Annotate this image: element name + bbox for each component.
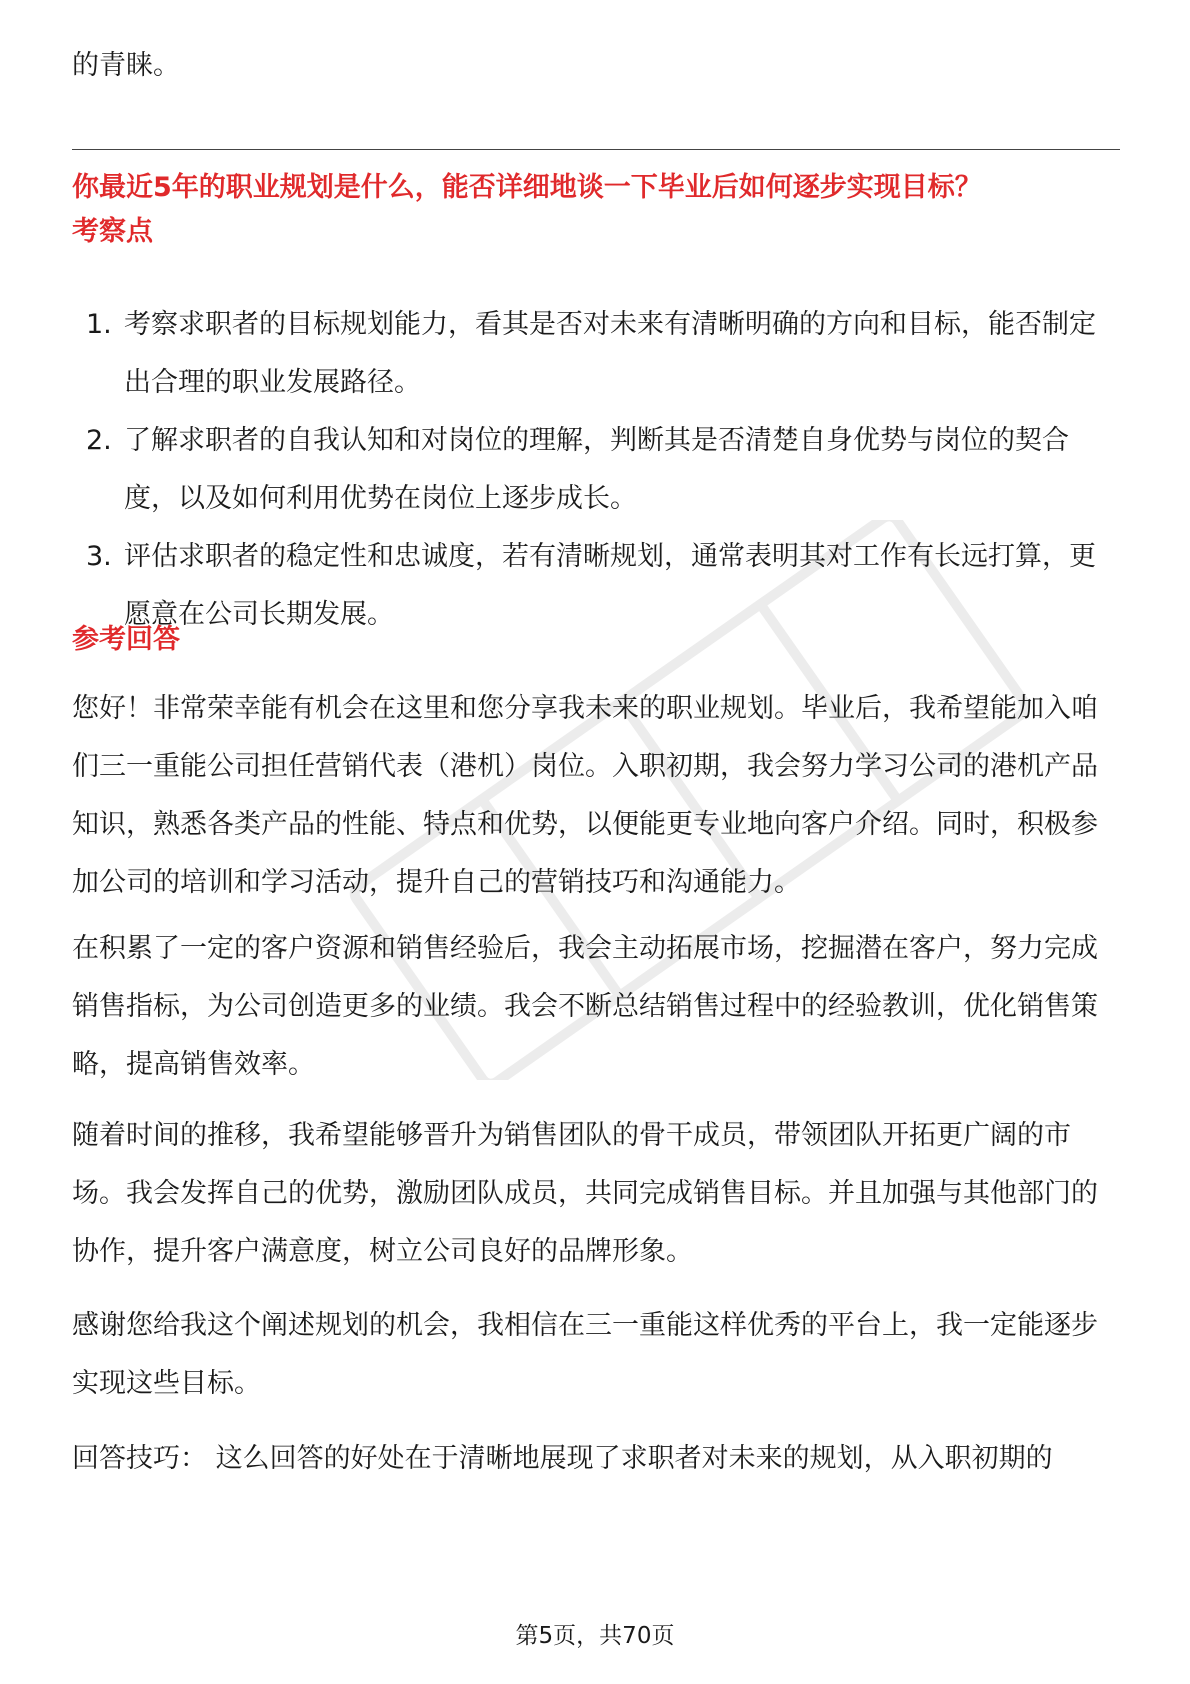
divider	[72, 149, 1120, 150]
answer-paragraph: 感谢您给我这个阐述规划的机会，我相信在三一重能这样优秀的平台上，我一定能逐步实现这些目标。	[72, 1310, 1098, 1399]
list-item-text: 了解求职者的自我认知和对岗位的理解，判断其是否清楚自身优势与岗位的契合度，以及如何利用优势在岗位上逐步成长。	[124, 425, 1069, 514]
list-item	[72, 528, 1120, 644]
answer-tip: 回答技巧： 这么回答的好处在于清晰地展现了求职者对未来的规划，从入职初期的	[72, 1443, 1053, 1474]
list-item-text: 评估求职者的稳定性和忠诚度，若有清晰规划，通常表明其对工作有长远打算，更愿意在公司长期发展。	[124, 541, 1096, 630]
list-item-text: 考察求职者的目标规划能力，看其是否对未来有清晰明确的方向和目标，能否制定出合理的职业发展路径。	[124, 309, 1096, 398]
exam-points-list	[72, 296, 1120, 644]
answer-paragraph: 您好！非常荣幸能有机会在这里和您分享我未来的职业规划。毕业后，我希望能加入咱们三一重能公司担任营销代表（港机）岗位。入职初期，我会努力学习公司的港机产品知识，熟悉各类产品的性能、特点和优势，以便能更专业地向客户介绍。同时，积极参加公司的培训和学习活动，提升自己的营销技巧和沟通能力。	[72, 693, 1098, 898]
answer-paragraph: 随着时间的推移，我希望能够晋升为销售团队的骨干成员，带领团队开拓更广阔的市场。我会发挥自己的优势，激励团队成员，共同完成销售目标。并且加强与其他部门的协作，提升客户满意度，树立公司良好的品牌形象。	[72, 1120, 1098, 1267]
top-fragment: 的青睐。	[72, 50, 180, 81]
list-item	[72, 412, 1120, 528]
exam-points-heading: 考察点	[72, 216, 153, 247]
list-item-number: 2.	[86, 425, 112, 456]
list-item-number: 1.	[86, 309, 112, 340]
page-footer: 第5页，共70页	[515, 1623, 675, 1649]
list-item-number: 3.	[86, 541, 112, 572]
answer-paragraph: 在积累了一定的客户资源和销售经验后，我会主动拓展市场，挖掘潜在客户，努力完成销售指标，为公司创造更多的业绩。我会不断总结销售过程中的经验教训，优化销售策略，提高销售效率。	[72, 933, 1098, 1080]
reference-heading: 参考回答	[72, 624, 180, 655]
question-title: 你最近5年的职业规划是什么，能否详细地谈一下毕业后如何逐步实现目标？	[72, 172, 982, 203]
list-item	[72, 296, 1120, 412]
